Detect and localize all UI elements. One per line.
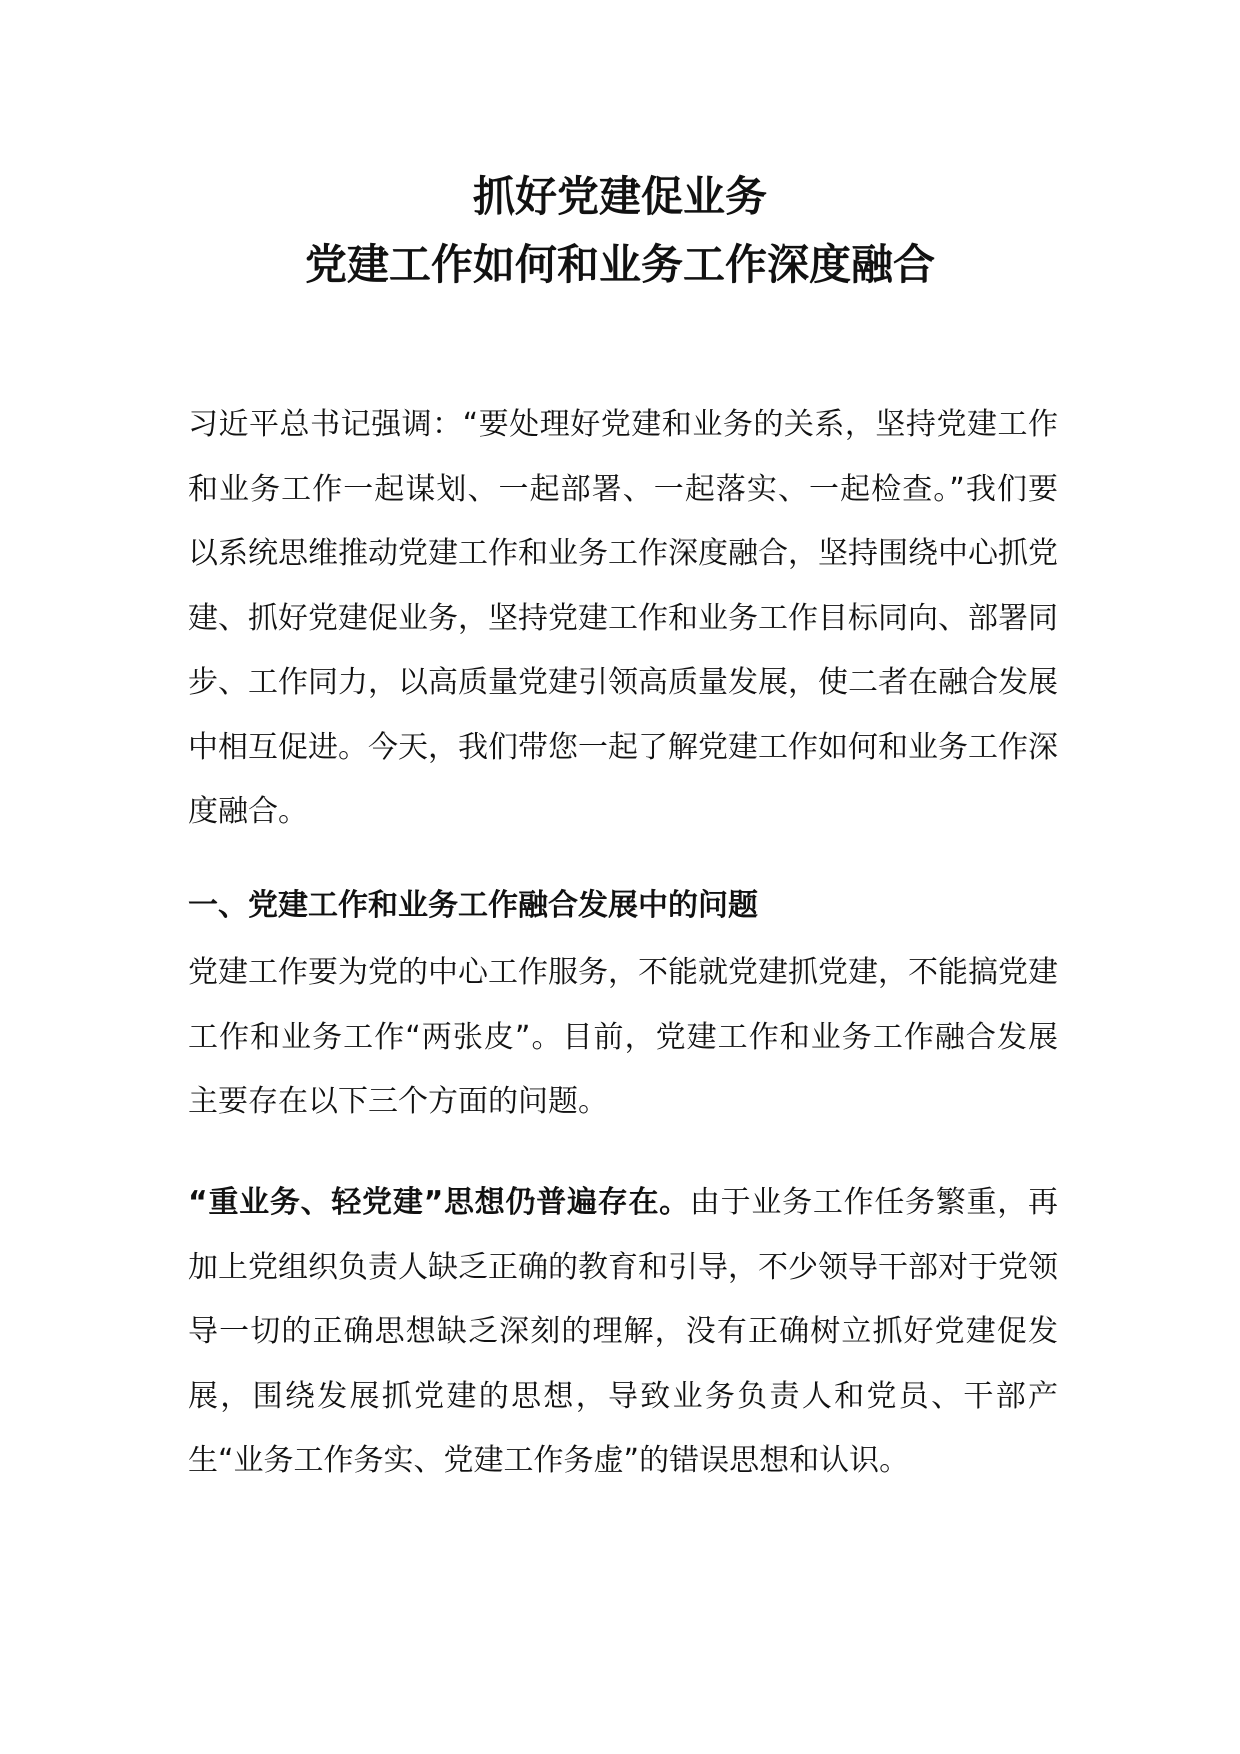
point-body-text: 由于业务工作任务繁重，再加上党组织负责人缺乏正确的教育和引导，不少领导干部对于党领导一切的正确思想缺乏深刻的理解，没有正确树立抓好党建促发展，围绕发展抓党建的思想，导致业务负责人和党员、干部产生“业务工作务实、党建工作务虚”的错误思想和认识。 (188, 1185, 1058, 1478)
section-body-paragraph: 党建工作要为党的中心工作服务，不能就党建抓党建，不能搞党建工作和业务工作“两张皮”。目前，党建工作和业务工作融合发展主要存在以下三个方面的问题。 (188, 955, 1058, 1119)
section-heading: 一、党建工作和业务工作融合发展中的问题 (188, 888, 758, 923)
document-title-line1: 抓好党建促业务 (472, 172, 767, 221)
point-paragraph (188, 1171, 1058, 1494)
point-lead-text: “重业务、轻党建”思想仍普遍存在。 (188, 1185, 690, 1220)
intro-paragraph: 习近平总书记强调：“要处理好党建和业务的关系，坚持党建工作和业务工作一起谋划、一起部署、一起落实、一起检查。”我们要以系统思维推动党建工作和业务工作深度融合，坚持围绕中心抓党建、抓好党建促业务，坚持党建工作和业务工作目标同向、部署同步、工作同力，以高质量党建引领高质量发展，使二者在融合发展中相互促进。今天，我们带您一起了解党建工作如何和业务工作深度融合。 (188, 407, 1058, 829)
document-title-line2: 党建工作如何和业务工作深度融合 (304, 240, 935, 289)
